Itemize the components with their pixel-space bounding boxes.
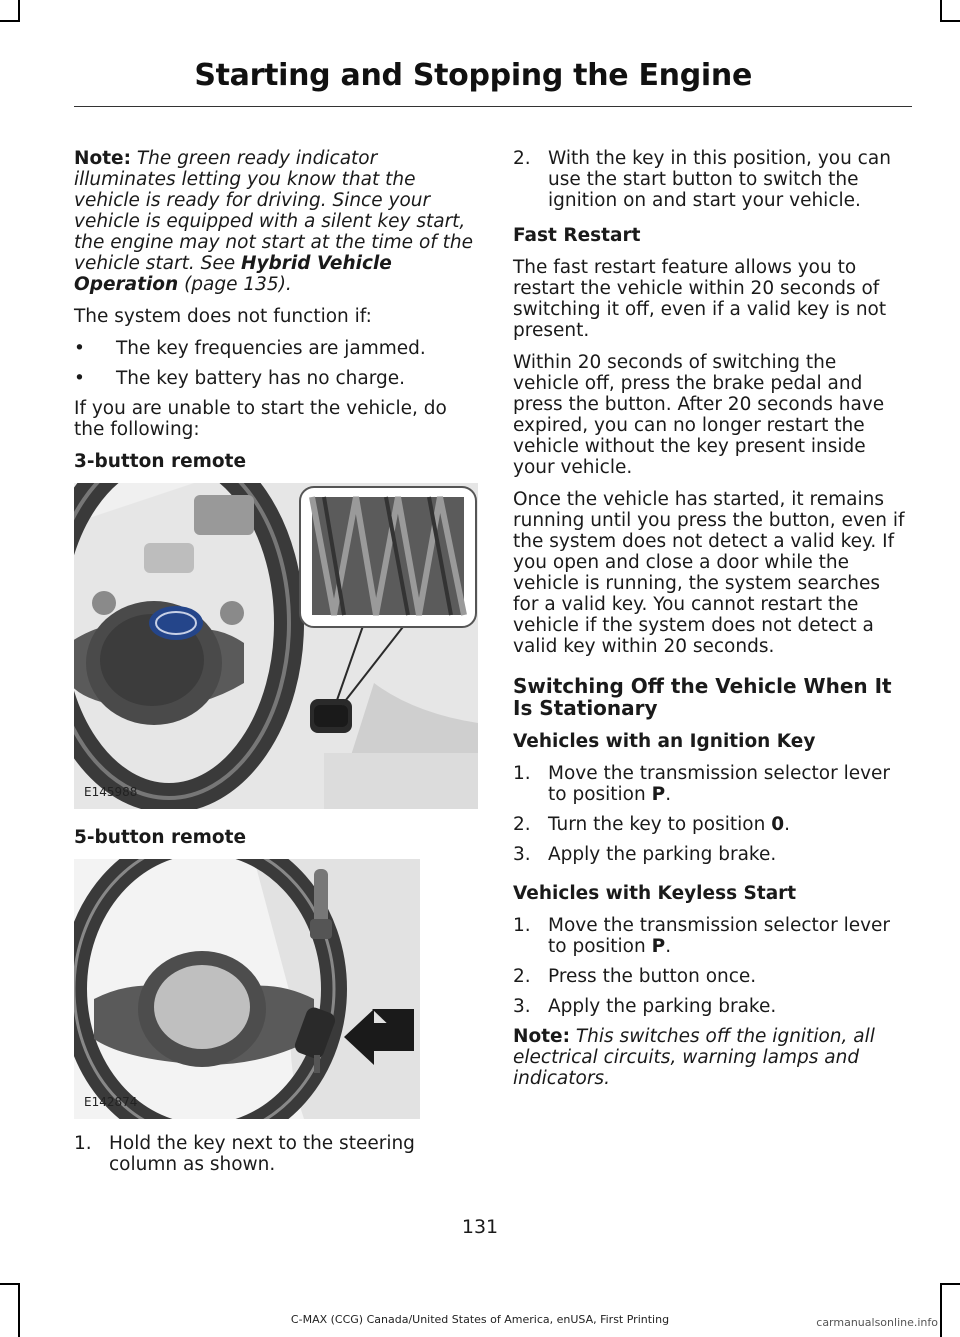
step-text: Move the transmission selector lever to position <box>548 763 891 805</box>
step-end: . <box>665 936 672 957</box>
note-label: Note: <box>513 1026 570 1047</box>
crop-mark-top-left-h <box>0 20 20 22</box>
keyless-step <box>513 966 908 987</box>
step-text: Apply the parking brake. <box>548 844 777 865</box>
note-text: This switches off the ignition, all electrical circuits, warning lamps and indicators. <box>513 1026 875 1089</box>
figure-5-button-remote <box>74 859 420 1119</box>
crop-mark-bottom-right-h <box>940 1283 960 1285</box>
bullet-item <box>74 338 478 359</box>
note-switch-off <box>513 1026 908 1089</box>
step-text: Hold the key next to the steering column as shown. <box>109 1133 415 1175</box>
page-title: Starting and Stopping the Engine <box>194 58 752 93</box>
step-bold-value: P <box>651 936 666 957</box>
step-marker: 2. <box>513 148 531 169</box>
note-label: Note: <box>74 148 131 169</box>
remote3-heading: 3-button remote <box>74 451 247 472</box>
fast-restart-paragraph-3: Once the vehicle has started, it remains running until you press the button, even if the system does not detect a valid key. If you open and close a door while the vehicle is running, the system searches for a valid key. You cannot restart the vehicle if the system does not detect a valid key within 20 seconds. <box>513 489 905 657</box>
step-1-hold-key <box>74 1133 478 1175</box>
header-rule <box>74 106 912 107</box>
crop-mark-top-right-v <box>940 0 942 22</box>
unable-text: If you are unable to start the vehicle, do the following: <box>74 398 447 440</box>
ignition-key-heading: Vehicles with an Ignition Key <box>513 731 816 752</box>
step-marker: 3. <box>513 844 531 865</box>
right-column <box>513 148 908 1100</box>
page-reference: (page 135). <box>178 274 292 295</box>
footer-text: C-MAX (CCG) Canada/United States of America, enUSA, First Printing <box>290 1313 670 1326</box>
step-bold-value: 0 <box>771 814 785 835</box>
ignition-key-step <box>513 763 908 805</box>
keyless-step <box>513 915 908 957</box>
step-marker: 2. <box>513 814 531 835</box>
crop-mark-top-left-v <box>18 0 20 22</box>
step-text: Apply the parking brake. <box>548 996 777 1017</box>
keyless-step <box>513 996 908 1017</box>
fast-restart-paragraph-2: Within 20 seconds of switching the vehicle off, press the brake pedal and press the button. After 20 seconds have expired, you can no longer restart the vehicle without the key present inside your vehicle. <box>513 352 885 478</box>
step-text: Press the button once. <box>548 966 757 987</box>
step-2-start-button <box>513 148 908 211</box>
page-number: 131 <box>461 1216 499 1238</box>
crop-mark-bottom-left-h <box>0 1283 20 1285</box>
steering-wheel-key-illustration <box>74 859 420 1119</box>
watermark: carmanualsonline.info <box>816 1316 938 1329</box>
step-marker: 2. <box>513 966 531 987</box>
keyless-start-heading: Vehicles with Keyless Start <box>513 883 797 904</box>
left-column <box>74 148 478 1184</box>
ignition-key-step <box>513 844 908 865</box>
bullet-text: The key frequencies are jammed. <box>116 338 426 359</box>
hybrid-operation-link[interactable]: Hybrid Vehicle Operation <box>74 253 392 295</box>
step-marker: 1. <box>74 1133 92 1154</box>
crop-mark-bottom-right-v <box>940 1283 942 1337</box>
remote5-heading: 5-button remote <box>74 827 247 848</box>
switch-off-heading: Switching Off the Vehicle When It Is Stationary <box>513 674 892 720</box>
step-bold-value: P <box>651 784 666 805</box>
note-hybrid <box>74 148 478 295</box>
step-marker: 3. <box>513 996 531 1017</box>
bullet-marker: • <box>74 368 85 389</box>
steering-wheel-illustration <box>74 483 478 809</box>
ignition-key-step <box>513 814 908 835</box>
bullet-item <box>74 368 478 389</box>
system-intro: The system does not function if: <box>74 306 372 327</box>
step-marker: 1. <box>513 763 531 784</box>
fast-restart-paragraph-1: The fast restart feature allows you to restart the vehicle within 20 seconds of switching it off, even if a valid key is not present. <box>513 257 887 341</box>
bullet-text: The key battery has no charge. <box>116 368 405 389</box>
step-text: Move the transmission selector lever to position <box>548 915 891 957</box>
step-end: . <box>665 784 672 805</box>
step-text: With the key in this position, you can use the start button to switch the ignition on and start your vehicle. <box>548 148 891 211</box>
crop-mark-top-right-h <box>940 20 960 22</box>
bullet-marker: • <box>74 338 85 359</box>
figure-id-5-button: E142874 <box>84 1095 138 1109</box>
step-marker: 1. <box>513 915 531 936</box>
step-text: Turn the key to position <box>548 814 772 835</box>
step-end: . <box>784 814 790 835</box>
fast-restart-heading: Fast Restart <box>513 225 641 246</box>
note-text: The green ready indicator illuminates letting you know that the vehicle is ready for driving. Since your vehicle is equipped with a silent key start, the engine may not start at the time of the vehicle start. See <box>74 148 474 274</box>
crop-mark-bottom-left-v <box>18 1283 20 1337</box>
figure-3-button-remote <box>74 483 478 809</box>
figure-id-3-button: E145988 <box>84 785 138 799</box>
